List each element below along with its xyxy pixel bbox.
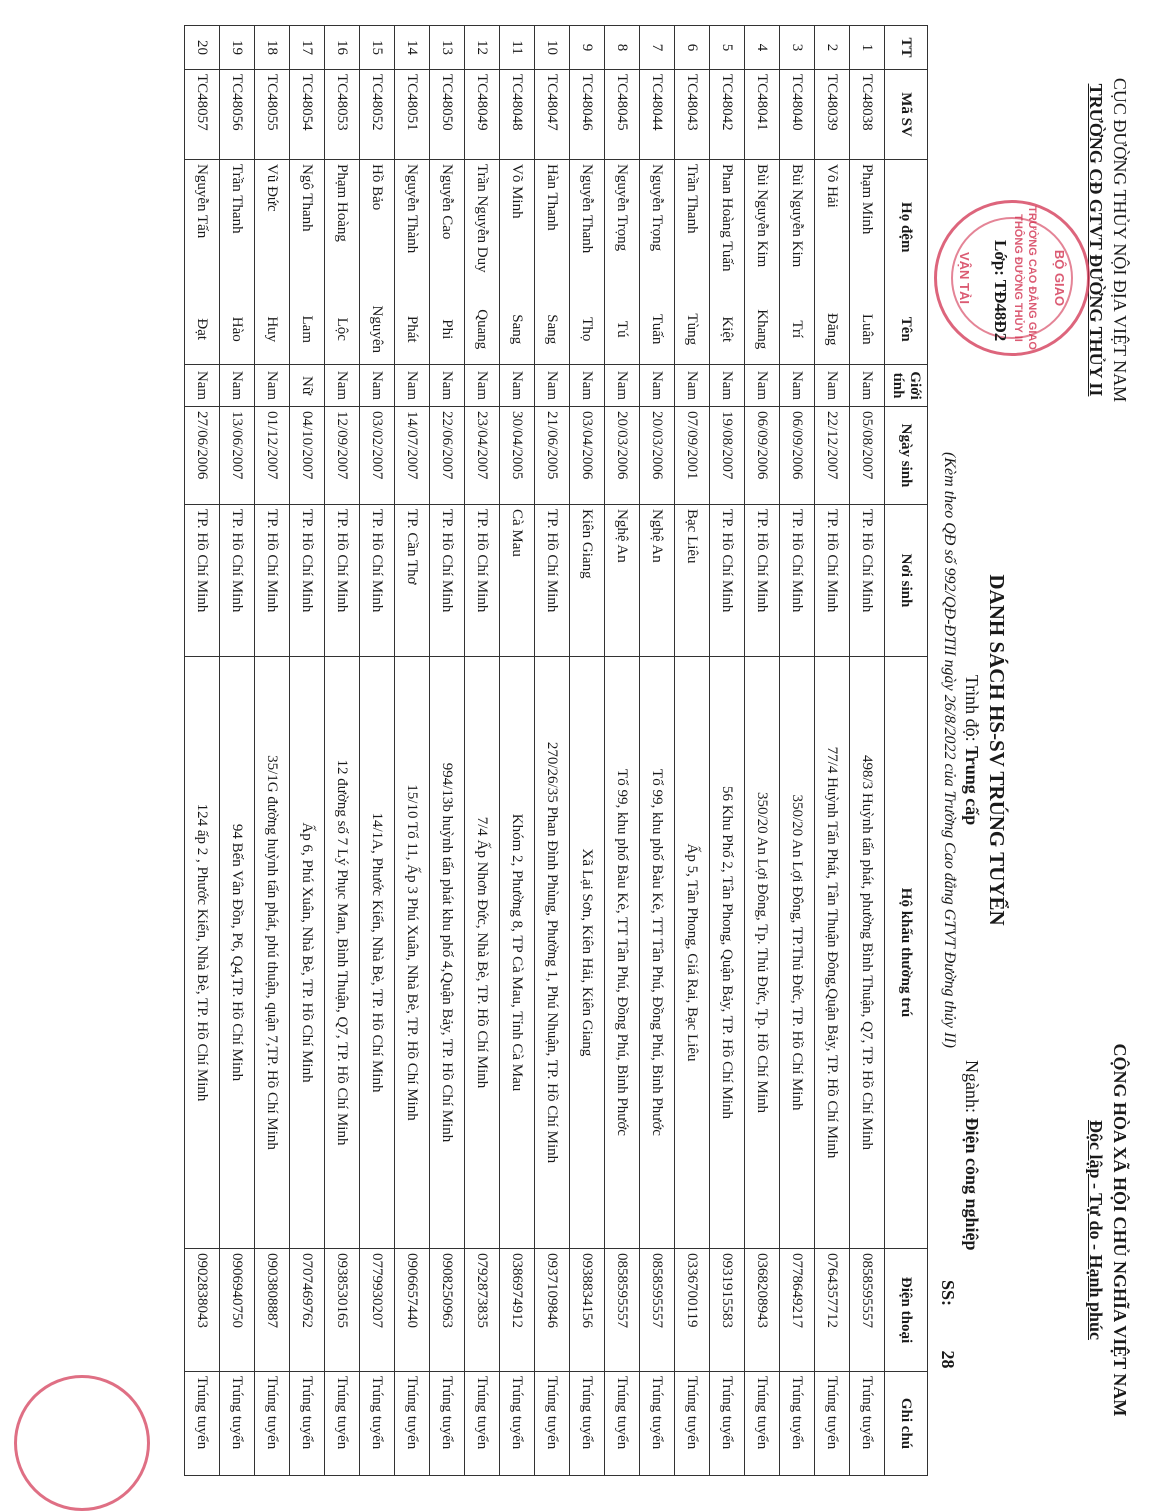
cell-ngay-sinh: 30/04/2005 [500,407,535,505]
cell-dien-thoai: 0858595557 [605,1249,640,1372]
cell-ho-dem: Phạm Minh [850,160,885,295]
cell-ten: Phát [395,295,430,365]
cell-tt: 8 [605,26,640,70]
cell-ma-sv: TC48045 [605,70,640,160]
cell-noi-sinh: TP. Hồ Chí Minh [850,505,885,657]
cell-ho-khau: 35/1G đường huỳnh tấn phát, phú thuận, quận 7,TP. Hồ Chí Minh [255,657,290,1249]
cell-noi-sinh: Nghệ An [640,505,675,657]
cell-ho-dem: Võ Hải [815,160,850,295]
cell-tt: 7 [640,26,675,70]
table-row [185,26,220,1476]
cell-ten: Đăng [815,295,850,365]
cell-gioi-tinh: Nam [255,365,290,407]
cell-ho-khau: 7/4 Ấp Nhơn Đức, Nhà Bè, TP. Hồ Chí Minh [465,657,500,1249]
cell-ngay-sinh: 03/04/2006 [570,407,605,505]
cell-ho-dem: Trần Nguyễn Duy [465,160,500,295]
cell-ho-khau: 350/20 An Lợi Đông, TP.Thủ Đức, TP. Hồ Chí Minh [780,657,815,1249]
table-row [500,26,535,1476]
col-header-ghi-chu: Ghi chú [885,1372,928,1476]
cell-dien-thoai: 0902838043 [185,1249,220,1372]
cell-noi-sinh: TP. Hồ Chí Minh [815,505,850,657]
table-row [290,26,325,1476]
edge-seal-stamp [14,1375,150,1511]
stamp-text-middle: TRƯỜNG CAO ĐẲNG GIAO THÔNG ĐƯỜNG THỦY II [1012,206,1038,350]
cell-noi-sinh: TP. Hồ Chí Minh [430,505,465,657]
cell-noi-sinh: Nghệ An [605,505,640,657]
cell-gioi-tinh: Nam [850,365,885,407]
cell-dien-thoai: 0931915583 [710,1249,745,1372]
cell-noi-sinh: TP. Hồ Chí Minh [255,505,290,657]
cell-gioi-tinh: Nam [500,365,535,407]
cell-ma-sv: TC48056 [220,70,255,160]
cell-ten: Huy [255,295,290,365]
cell-ghi-chu: Trúng tuyển [570,1372,605,1476]
cell-ho-dem: Phan Hoàng Tuấn [710,160,745,295]
cell-noi-sinh: TP. Hồ Chí Minh [710,505,745,657]
cell-noi-sinh: TP. Hồ Chí Minh [290,505,325,657]
cell-gioi-tinh: Nam [325,365,360,407]
ss-value: 28 [938,1350,958,1369]
major-label: Ngành: [962,1060,982,1113]
cell-ghi-chu: Trúng tuyển [395,1372,430,1476]
cell-tt: 9 [570,26,605,70]
cell-ngay-sinh: 06/09/2006 [745,407,780,505]
cell-ho-dem: Ngô Thanh [290,160,325,295]
cell-gioi-tinh: Nam [465,365,500,407]
cell-ho-khau: 350/20 An Lợi Đông, Tp. Thủ Đức, Tp. Hồ Chí Minh [745,657,780,1249]
cell-noi-sinh: TP. Hồ Chí Minh [745,505,780,657]
table-body [185,26,885,1476]
cell-noi-sinh: TP. Hồ Chí Minh [220,505,255,657]
col-header-ten: Tên [885,295,928,365]
cell-gioi-tinh: Nữ [290,365,325,407]
cell-ma-sv: TC48053 [325,70,360,160]
cell-ho-khau: 498/3 Huỳnh tấn phát, phường Bình Thuận, Q7, TP. Hồ Chí Minh [850,657,885,1249]
cell-dien-thoai: 0386974912 [500,1249,535,1372]
level-line [960,430,984,1070]
cell-dien-thoai: 0336700119 [675,1249,710,1372]
cell-ho-khau: 994/13b huỳnh tấn phát khu phố 4,Quận Bảy, TP. Hồ Chí Minh [430,657,465,1249]
cell-ma-sv: TC48043 [675,70,710,160]
cell-ghi-chu: Trúng tuyển [220,1372,255,1476]
official-seal-stamp [934,200,1090,356]
cell-ho-dem: Trần Thanh [675,160,710,295]
cell-ho-khau: 15/10 Tổ 11, Ấp 3 Phú Xuân, Nhà Bè, TP. Hồ Chí Minh [395,657,430,1249]
cell-ho-khau: 124 ấp 2 , Phước Kiển, Nhà Bè, TP. Hồ Chí Minh [185,657,220,1249]
cell-ngay-sinh: 06/09/2006 [780,407,815,505]
cell-noi-sinh: TP. Hồ Chí Minh [360,505,395,657]
col-header-dien-thoai: Điện thoại [885,1249,928,1372]
cell-ma-sv: TC48041 [745,70,780,160]
cell-ghi-chu: Trúng tuyển [745,1372,780,1476]
cell-ten: Tuấn [640,295,675,365]
cell-ma-sv: TC48048 [500,70,535,160]
cell-ten: Tùng [675,295,710,365]
cell-ten: Lộc [325,295,360,365]
class-label: Lớp: TĐ48Đ2 [991,240,1010,342]
cell-tt: 12 [465,26,500,70]
table-row [465,26,500,1476]
cell-ngay-sinh: 04/10/2007 [290,407,325,505]
cell-ma-sv: TC48038 [850,70,885,160]
col-header-ho-dem: Họ đệm [885,160,928,295]
cell-noi-sinh: TP. Cần Thơ [395,505,430,657]
cell-ho-khau: Tổ 99, khu phố Bàu Kè, TT Tân Phú, Đồng Phú, Bình Phước [640,657,675,1249]
cell-ma-sv: TC48051 [395,70,430,160]
cell-ghi-chu: Trúng tuyển [850,1372,885,1476]
cell-ma-sv: TC48046 [570,70,605,160]
cell-ho-dem: Hồ Bảo [360,160,395,295]
cell-tt: 1 [850,26,885,70]
cell-ghi-chu: Trúng tuyển [465,1372,500,1476]
table-row [570,26,605,1476]
cell-ho-dem: Trần Thanh [220,160,255,295]
cell-dien-thoai: 0368208943 [745,1249,780,1372]
table-row [395,26,430,1476]
cell-ho-khau: Ấp 6, Phú Xuân, Nhà Bè, TP. Hồ Chí Minh [290,657,325,1249]
cell-tt: 14 [395,26,430,70]
cell-ten: Luân [850,295,885,365]
cell-gioi-tinh: Nam [535,365,570,407]
cell-ngay-sinh: 07/09/2001 [675,407,710,505]
cell-ho-dem: Hàn Thanh [535,160,570,295]
cell-ten: Tú [605,295,640,365]
agency-line-1: CỤC ĐƯỜNG THỦY NỘI ĐỊA VIỆT NAM [1110,77,1130,403]
cell-tt: 13 [430,26,465,70]
cell-noi-sinh: TP. Hồ Chí Minh [780,505,815,657]
cell-ho-dem: Nguyễn Thanh [570,160,605,295]
cell-dien-thoai: 0938834156 [570,1249,605,1372]
cell-dien-thoai: 0906940750 [220,1249,255,1372]
cell-gioi-tinh: Nam [815,365,850,407]
cell-ten: Sang [535,295,570,365]
cell-noi-sinh: Kiên Giang [570,505,605,657]
cell-ngay-sinh: 20/03/2006 [605,407,640,505]
cell-tt: 20 [185,26,220,70]
cell-tt: 18 [255,26,290,70]
cell-noi-sinh: Bạc Liêu [675,505,710,657]
table-row [710,26,745,1476]
cell-tt: 5 [710,26,745,70]
table-row [255,26,290,1476]
cell-ho-khau: Xã Lại Sơn, Kiên Hải, Kiên Giang [570,657,605,1249]
cell-dien-thoai: 0707469762 [290,1249,325,1372]
table-header-row [885,26,928,1476]
table-row [325,26,360,1476]
col-header-tt: TT [885,26,928,70]
document-title [984,430,1010,1070]
cell-gioi-tinh: Nam [675,365,710,407]
cell-ghi-chu: Trúng tuyển [290,1372,325,1476]
cell-ho-khau: 94 Bến Vân Đồn, P6, Q4,TP. Hồ Chí Minh [220,657,255,1249]
cell-ho-khau: Khóm 2, Phường 8, TP Cà Mau, Tỉnh Cà Mau [500,657,535,1249]
cell-tt: 4 [745,26,780,70]
cell-ngay-sinh: 22/06/2007 [430,407,465,505]
table-row [640,26,675,1476]
cell-noi-sinh: TP. Hồ Chí Minh [535,505,570,657]
cell-gioi-tinh: Nam [780,365,815,407]
cell-ghi-chu: Trúng tuyển [535,1372,570,1476]
table-row [850,26,885,1476]
cell-ngay-sinh: 22/12/2007 [815,407,850,505]
cell-dien-thoai: 0858595557 [850,1249,885,1372]
cell-ma-sv: TC48054 [290,70,325,160]
cell-ngay-sinh: 19/08/2007 [710,407,745,505]
cell-dien-thoai: 0778649217 [780,1249,815,1372]
cell-gioi-tinh: Nam [360,365,395,407]
cell-tt: 19 [220,26,255,70]
cell-ho-khau: 12 đường số 7 Lý Phục Man, Bình Thuận, Q7, TP. Hồ Chí Minh [325,657,360,1249]
cell-tt: 16 [325,26,360,70]
cell-dien-thoai: 0858595557 [640,1249,675,1372]
major-line [960,1060,984,1420]
table-row [745,26,780,1476]
cell-gioi-tinh: Nam [710,365,745,407]
cell-gioi-tinh: Nam [185,365,220,407]
col-header-gioi-tinh: Giới tính [885,365,928,407]
cell-ghi-chu: Trúng tuyển [780,1372,815,1476]
table-row [535,26,570,1476]
cell-ghi-chu: Trúng tuyển [325,1372,360,1476]
cell-ghi-chu: Trúng tuyển [255,1372,290,1476]
class-size [936,1280,960,1480]
cell-noi-sinh: TP. Hồ Chí Minh [185,505,220,657]
cell-gioi-tinh: Nam [605,365,640,407]
ss-label: SS: [938,1280,958,1307]
cell-ten: Trí [780,295,815,365]
national-motto [1084,990,1132,1470]
cell-ghi-chu: Trúng tuyển [710,1372,745,1476]
cell-ten: Thọ [570,295,605,365]
cell-ghi-chu: Trúng tuyển [815,1372,850,1476]
motto-line-2: Độc lập - Tự do - Hạnh phúc [1086,1119,1106,1341]
cell-ma-sv: TC48040 [780,70,815,160]
cell-noi-sinh: TP. Hồ Chí Minh [465,505,500,657]
table-row [360,26,395,1476]
cell-ma-sv: TC48050 [430,70,465,160]
table-row [675,26,710,1476]
cell-dien-thoai: 0937109846 [535,1249,570,1372]
level-value: Trung cấp [962,746,982,826]
cell-ghi-chu: Trúng tuyển [360,1372,395,1476]
cell-dien-thoai: 0938530165 [325,1249,360,1372]
cell-ten: Phi [430,295,465,365]
cell-dien-thoai: 0764357712 [815,1249,850,1372]
cell-ngay-sinh: 13/06/2007 [220,407,255,505]
col-header-ma-sv: Mã SV [885,70,928,160]
cell-ma-sv: TC48044 [640,70,675,160]
cell-dien-thoai: 0792873835 [465,1249,500,1372]
cell-dien-thoai: 0903808887 [255,1249,290,1372]
cell-ma-sv: TC48049 [465,70,500,160]
cell-tt: 11 [500,26,535,70]
cell-ho-dem: Phạm Hoàng [325,160,360,295]
col-header-ho-khau: Hộ khẩu thường trú [885,657,928,1249]
stamp-text-bottom: VẬN TẢI [957,252,972,304]
cell-tt: 17 [290,26,325,70]
cell-gioi-tinh: Nam [570,365,605,407]
motto-line-1: CỘNG HÒA XÃ HỘI CHỦ NGHĨA VIỆT NAM [1110,1043,1130,1417]
cell-ngay-sinh: 05/08/2007 [850,407,885,505]
stamp-text-top: BỘ GIAO [1052,249,1067,307]
cell-ngay-sinh: 03/02/2007 [360,407,395,505]
col-header-noi-sinh: Nơi sinh [885,505,928,657]
title-text: DANH SÁCH HS-SV TRÚNG TUYỂN [985,574,1009,926]
cell-ho-khau: 14/1A, Phước Kiển, Nhà Bè, TP. Hồ Chí Minh [360,657,395,1249]
decision-note: (Kèm theo QĐ số 992/QĐ-ĐTII ngày 26/8/2022 của Trường Cao đẳng GTVT Đường thủy II) [941,452,958,1048]
cell-ghi-chu: Trúng tuyển [605,1372,640,1476]
issuing-agency [1084,20,1132,460]
cell-ho-dem: Nguyễn Trọng [605,160,640,295]
cell-ho-khau: Ấp 5, Tân Phong, Giá Rai, Bạc Liêu [675,657,710,1249]
cell-ngay-sinh: 14/07/2007 [395,407,430,505]
table-row [220,26,255,1476]
cell-ghi-chu: Trúng tuyển [500,1372,535,1476]
table-row [430,26,465,1476]
table-row [780,26,815,1476]
cell-ho-dem: Bùi Nguyễn Kim [780,160,815,295]
cell-ngay-sinh: 12/09/2007 [325,407,360,505]
cell-gioi-tinh: Nam [640,365,675,407]
major-value: Điện công nghiệp [962,1117,982,1251]
cell-ngay-sinh: 21/06/2005 [535,407,570,505]
table-row [815,26,850,1476]
cell-tt: 3 [780,26,815,70]
cell-ten: Hào [220,295,255,365]
cell-ma-sv: TC48039 [815,70,850,160]
cell-ho-khau: 77/4 Huỳnh Tấn Phát, Tân Thuận Đông,Quận Bảy, TP. Hồ Chí Minh [815,657,850,1249]
cell-ma-sv: TC48042 [710,70,745,160]
cell-dien-thoai: 0779930207 [360,1249,395,1372]
cell-ghi-chu: Trúng tuyển [640,1372,675,1476]
cell-noi-sinh: TP. Hồ Chí Minh [325,505,360,657]
cell-ghi-chu: Trúng tuyển [185,1372,220,1476]
cell-ho-dem: Bùi Nguyễn Kim [745,160,780,295]
cell-dien-thoai: 0908250963 [430,1249,465,1372]
cell-dien-thoai: 0906657440 [395,1249,430,1372]
table-row [605,26,640,1476]
cell-tt: 10 [535,26,570,70]
cell-ma-sv: TC48057 [185,70,220,160]
cell-ngay-sinh: 27/06/2006 [185,407,220,505]
cell-ten: Đạt [185,295,220,365]
cell-ngay-sinh: 20/03/2006 [640,407,675,505]
cell-gioi-tinh: Nam [745,365,780,407]
cell-tt: 15 [360,26,395,70]
cell-ngay-sinh: 01/12/2007 [255,407,290,505]
col-header-ngay-sinh: Ngày sinh [885,407,928,505]
cell-gioi-tinh: Nam [430,365,465,407]
cell-ma-sv: TC48055 [255,70,290,160]
cell-ho-khau: 270/26/35 Phan Đình Phùng, Phường 1, Phú Nhuận, TP. Hồ Chí Minh [535,657,570,1249]
cell-ho-khau: Tổ 99, khu phố Bàu Kè, TT Tân Phú, Đồng Phú, Bình Phước [605,657,640,1249]
cell-gioi-tinh: Nam [220,365,255,407]
cell-ten: Quang [465,295,500,365]
cell-gioi-tinh: Nam [395,365,430,407]
cell-ma-sv: TC48047 [535,70,570,160]
cell-ten: Lam [290,295,325,365]
cell-ho-dem: Vũ Đức [255,160,290,295]
cell-ma-sv: TC48052 [360,70,395,160]
cell-ten: Sang [500,295,535,365]
cell-ten: Kiệt [710,295,745,365]
cell-ho-dem: Võ Minh [500,160,535,295]
cell-tt: 6 [675,26,710,70]
cell-ho-dem: Nguyễn Trọng [640,160,675,295]
cell-ngay-sinh: 23/04/2007 [465,407,500,505]
agency-line-2: TRƯỜNG CĐ GTVT ĐƯỜNG THỦY II [1086,83,1106,397]
cell-tt: 2 [815,26,850,70]
cell-ho-khau: 56 Khu Phố 2, Tân Phong, Quận Bảy, TP. Hồ Chí Minh [710,657,745,1249]
student-table [184,25,928,1476]
cell-ghi-chu: Trúng tuyển [675,1372,710,1476]
cell-ho-dem: Nguyễn Cao [430,160,465,295]
cell-ten: Khang [745,295,780,365]
level-label: Trình độ: [962,674,982,742]
cell-ho-dem: Nguyễn Tấn [185,160,220,295]
cell-ho-dem: Nguyễn Thành [395,160,430,295]
cell-ten: Nguyên [360,295,395,365]
cell-ghi-chu: Trúng tuyển [430,1372,465,1476]
cell-noi-sinh: Cà Mau [500,505,535,657]
